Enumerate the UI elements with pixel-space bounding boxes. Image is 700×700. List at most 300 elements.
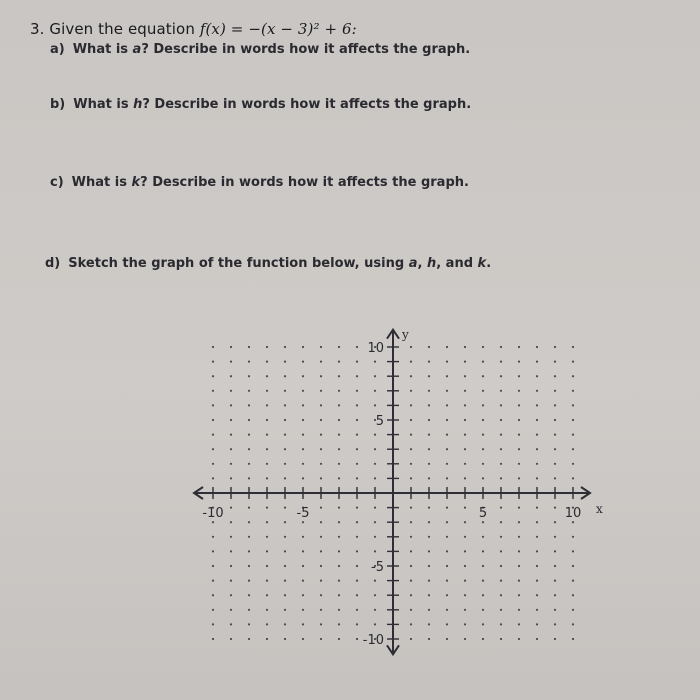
grid-dot [302,623,304,625]
part-d-var-h: h [426,256,437,271]
grid-dot [212,623,214,625]
grid-dot [212,594,214,596]
grid-dot [320,346,322,348]
grid-dot [284,507,286,509]
grid-dot [536,594,538,596]
grid-dot [482,638,484,640]
grid-dot [338,477,340,479]
grid-dot [338,448,340,450]
grid-dot [356,507,358,509]
grid-dot [230,463,232,465]
grid-dot [374,609,376,611]
grid-dot [284,550,286,552]
grid-dot [428,580,430,582]
grid-dot [212,346,214,348]
grid-dot [338,623,340,625]
grid-dot [446,448,448,450]
grid-dot [410,390,412,392]
part-d-text-after: . [486,256,492,271]
grid-dot [500,521,502,523]
grid-dot [248,434,250,436]
grid-dot [230,361,232,363]
grid-dot [446,434,448,436]
grid-dot [482,448,484,450]
grid-dot [500,609,502,611]
grid-dot [212,536,214,538]
grid-dot [248,375,250,377]
grid-dot [446,390,448,392]
grid-dot [428,448,430,450]
grid-dot [266,623,268,625]
grid-dot [500,507,502,509]
grid-dot [284,580,286,582]
grid-dot [446,609,448,611]
grid-dot [536,565,538,567]
grid-dot [572,609,574,611]
grid-dot [554,419,556,421]
grid-dot [410,361,412,363]
grid-dot [230,550,232,552]
grid-dot [248,550,250,552]
grid-dot [500,477,502,479]
grid-dot [518,521,520,523]
grid-dot [572,580,574,582]
grid-dot [572,477,574,479]
grid-dot [536,448,538,450]
grid-dot [572,361,574,363]
grid-dot [356,594,358,596]
grid-dot [302,521,304,523]
grid-dot [572,463,574,465]
grid-dot [500,565,502,567]
grid-dot [554,477,556,479]
grid-dot [428,375,430,377]
grid-dot [572,623,574,625]
grid-dot [410,448,412,450]
grid-dot [266,419,268,421]
grid-dot [230,507,232,509]
part-b-text-after: ? Describe in words how it affects the graph. [142,97,472,112]
grid-dot [482,419,484,421]
grid-dot [266,477,268,479]
grid-dot [554,565,556,567]
grid-dot [230,594,232,596]
grid-dot [212,390,214,392]
grid-dot [212,477,214,479]
grid-dot [230,448,232,450]
grid-dot [284,346,286,348]
axis-tick-labels [202,328,603,648]
grid-dot [230,580,232,582]
grid-dot [464,477,466,479]
grid-dot [302,565,304,567]
grid-dot [428,536,430,538]
y-tick-label: 10 [367,341,384,356]
grid-dot [356,580,358,582]
question-number: 3. [30,20,45,38]
grid-dot [320,419,322,421]
grid-dot [482,434,484,436]
grid-dot [500,550,502,552]
grid-dot [338,361,340,363]
grid-dot [248,638,250,640]
grid-dot [518,448,520,450]
grid-dot [554,609,556,611]
grid-dot [482,375,484,377]
grid-dot [338,404,340,406]
part-d-var-a: a [408,256,418,271]
grid-dot [500,623,502,625]
part-d-var-k: k [477,256,487,271]
grid-dot [230,536,232,538]
grid-dot [536,521,538,523]
grid-dot [320,580,322,582]
grid-dot [446,404,448,406]
part-a-text-before: What is [72,42,133,57]
grid-dot [518,623,520,625]
grid-dot [410,463,412,465]
grid-dot [482,623,484,625]
part-b-var: h [133,97,143,112]
grid-dot [320,375,322,377]
grid-dot [284,609,286,611]
grid-dot [554,638,556,640]
grid-dot [446,550,448,552]
grid-dot [284,390,286,392]
grid-dot [374,623,376,625]
grid-dot [230,609,232,611]
grid-dot [302,550,304,552]
grid-dot [284,594,286,596]
grid-dot [446,623,448,625]
grid-dot [554,361,556,363]
grid-dot [572,448,574,450]
grid-dot [554,594,556,596]
grid-dot [500,346,502,348]
grid-dot [464,434,466,436]
x-tick-label: -5 [296,506,310,521]
grid-dot [302,638,304,640]
grid-dot [302,594,304,596]
grid-dot [554,448,556,450]
grid-dot [536,507,538,509]
grid-dot [554,346,556,348]
grid-dot [212,580,214,582]
x-tick-label: 10 [564,506,582,521]
grid-dot [518,536,520,538]
grid-dot [428,521,430,523]
grid-dot [212,550,214,552]
grid-dot [500,419,502,421]
grid-dot [248,594,250,596]
grid-dot [266,463,268,465]
grid-dot [410,434,412,436]
grid-dot [464,550,466,552]
grid-dot [320,463,322,465]
grid-dot [518,390,520,392]
grid-dot [338,419,340,421]
grid-dot [320,448,322,450]
grid-dot [500,580,502,582]
grid-dot [410,550,412,552]
grid-dot [374,375,376,377]
grid-dot [302,536,304,538]
grid-dot [374,361,376,363]
grid-dot [356,521,358,523]
grid-dot [320,565,322,567]
grid-dot [266,609,268,611]
grid-dot [320,594,322,596]
grid-dot [464,361,466,363]
grid-dot [536,623,538,625]
grid-dot [320,361,322,363]
grid-dot [518,565,520,567]
grid-dot [338,638,340,640]
grid-dot [356,463,358,465]
grid-dot [230,375,232,377]
grid-dot [428,361,430,363]
grid-dot [428,594,430,596]
grid-dot [302,375,304,377]
grid-dot [284,419,286,421]
grid-dot [356,404,358,406]
grid-dot [482,404,484,406]
grid-dot [302,609,304,611]
grid-dot [230,521,232,523]
grid-dot [536,536,538,538]
grid-dot [248,536,250,538]
part-a-text-after: ? Describe in words how it affects the graph. [141,42,471,57]
grid-dot [356,638,358,640]
grid-dot [374,390,376,392]
grid-dot [302,404,304,406]
y-tick-label: -5 [371,560,384,575]
grid-dot [302,580,304,582]
grid-dot [572,434,574,436]
grid-dot [554,375,556,377]
grid-dot [320,477,322,479]
grid-dot [338,390,340,392]
grid-dot [338,565,340,567]
grid-dot [284,404,286,406]
question-equation: f(x) = −(x − 3)² + 6: [199,20,357,38]
grid-dot [248,521,250,523]
grid-dot [536,609,538,611]
grid-dot [338,434,340,436]
grid-dot [356,609,358,611]
grid-dot [302,448,304,450]
grid-dot [266,550,268,552]
grid-dot [230,404,232,406]
grid-dot [536,404,538,406]
grid-dot [500,390,502,392]
part-c-var: k [131,175,141,190]
grid-dot [302,419,304,421]
grid-dot [482,609,484,611]
grid-dot [428,463,430,465]
grid-dot [248,609,250,611]
grid-dot [572,390,574,392]
grid-dot [302,477,304,479]
grid-dot [446,346,448,348]
grid-dot [374,434,376,436]
grid-dot [428,623,430,625]
grid-dot [410,346,412,348]
grid-dot [482,361,484,363]
grid-dot [212,419,214,421]
grid-dot [338,550,340,552]
grid-dot [374,521,376,523]
grid-dot [356,419,358,421]
grid-dot [284,361,286,363]
grid-dot [518,346,520,348]
grid-dot [320,550,322,552]
grid-dot [212,404,214,406]
grid-dot [428,346,430,348]
grid-dot [266,375,268,377]
question-prefix: Given the equation [49,20,195,38]
grid-dot [248,507,250,509]
grid-dot [266,361,268,363]
grid-dot [518,361,520,363]
part-d-text-mid2: , and [436,256,478,271]
grid-dot [428,507,430,509]
grid-dot [374,448,376,450]
grid-dot [320,434,322,436]
grid-dot [482,580,484,582]
grid-dot [338,507,340,509]
grid-dot [266,404,268,406]
grid-dot [248,404,250,406]
grid-dot [518,463,520,465]
grid-dot [536,638,538,640]
grid-dot [410,507,412,509]
grid-dot [410,565,412,567]
grid-dot [464,346,466,348]
grid-dot [554,463,556,465]
grid-dot [230,346,232,348]
grid-dot [320,507,322,509]
grid-dot [554,390,556,392]
grid-dot [248,477,250,479]
grid-dot [320,404,322,406]
part-a-label: a) [50,42,65,57]
grid-dot [464,536,466,538]
grid-dot [500,463,502,465]
grid-dot [212,361,214,363]
grid-dot [230,477,232,479]
grid-dot [464,419,466,421]
grid-dot [446,536,448,538]
grid-dot [356,375,358,377]
grid-dot [266,521,268,523]
grid-dot [284,638,286,640]
grid-dot [230,638,232,640]
y-tick-label: 5 [375,414,384,429]
grid-dot [284,521,286,523]
y-tick-label: -10 [362,633,384,648]
grid-dot [446,594,448,596]
grid-dot [230,390,232,392]
grid-dot [554,507,556,509]
grid-dot [248,390,250,392]
grid-dot [518,638,520,640]
grid-dot [356,346,358,348]
grid-dot [248,580,250,582]
grid-dot [536,477,538,479]
grid-dot [266,638,268,640]
grid-dot [410,477,412,479]
grid-dot [518,550,520,552]
grid-dot [446,507,448,509]
grid-dot [284,434,286,436]
grid-dot [374,404,376,406]
grid-dot [266,390,268,392]
grid-dot [248,623,250,625]
grid-dot [464,448,466,450]
grid-dot [482,550,484,552]
part-b-label: b) [50,97,66,112]
grid-dot [212,638,214,640]
grid-dot [410,594,412,596]
grid-dot [464,463,466,465]
grid-dot [518,580,520,582]
grid-dot [518,434,520,436]
grid-dot [482,565,484,567]
grid-dot [572,375,574,377]
grid-dot [428,638,430,640]
grid-dot [536,390,538,392]
grid-dot [338,346,340,348]
grid-dot [302,463,304,465]
grid-dot [428,609,430,611]
grid-dot [266,536,268,538]
grid-dot [536,434,538,436]
grid-dot [572,521,574,523]
grid-dot [374,550,376,552]
grid-dot [536,361,538,363]
grid-dot [464,390,466,392]
grid-dot [266,565,268,567]
grid-dot [374,507,376,509]
grid-dot [320,623,322,625]
grid-dot [428,404,430,406]
grid-dot [410,521,412,523]
grid-dot [212,609,214,611]
grid-dot [518,419,520,421]
grid-dot [320,536,322,538]
grid-dot [212,375,214,377]
grid-dot [446,463,448,465]
grid-dot [374,580,376,582]
grid-dot [464,594,466,596]
grid-dot [212,434,214,436]
grid-dot [572,550,574,552]
grid-dot [374,477,376,479]
grid-dot [482,536,484,538]
grid-dot [410,580,412,582]
grid-dot [500,434,502,436]
grid-dot [572,594,574,596]
grid-dot [500,375,502,377]
grid-dot [572,346,574,348]
grid-dot [212,521,214,523]
grid-dot [536,550,538,552]
grid-dot [248,448,250,450]
grid-dot [248,419,250,421]
part-d-text-mid: , [417,256,427,271]
grid-dot [320,390,322,392]
